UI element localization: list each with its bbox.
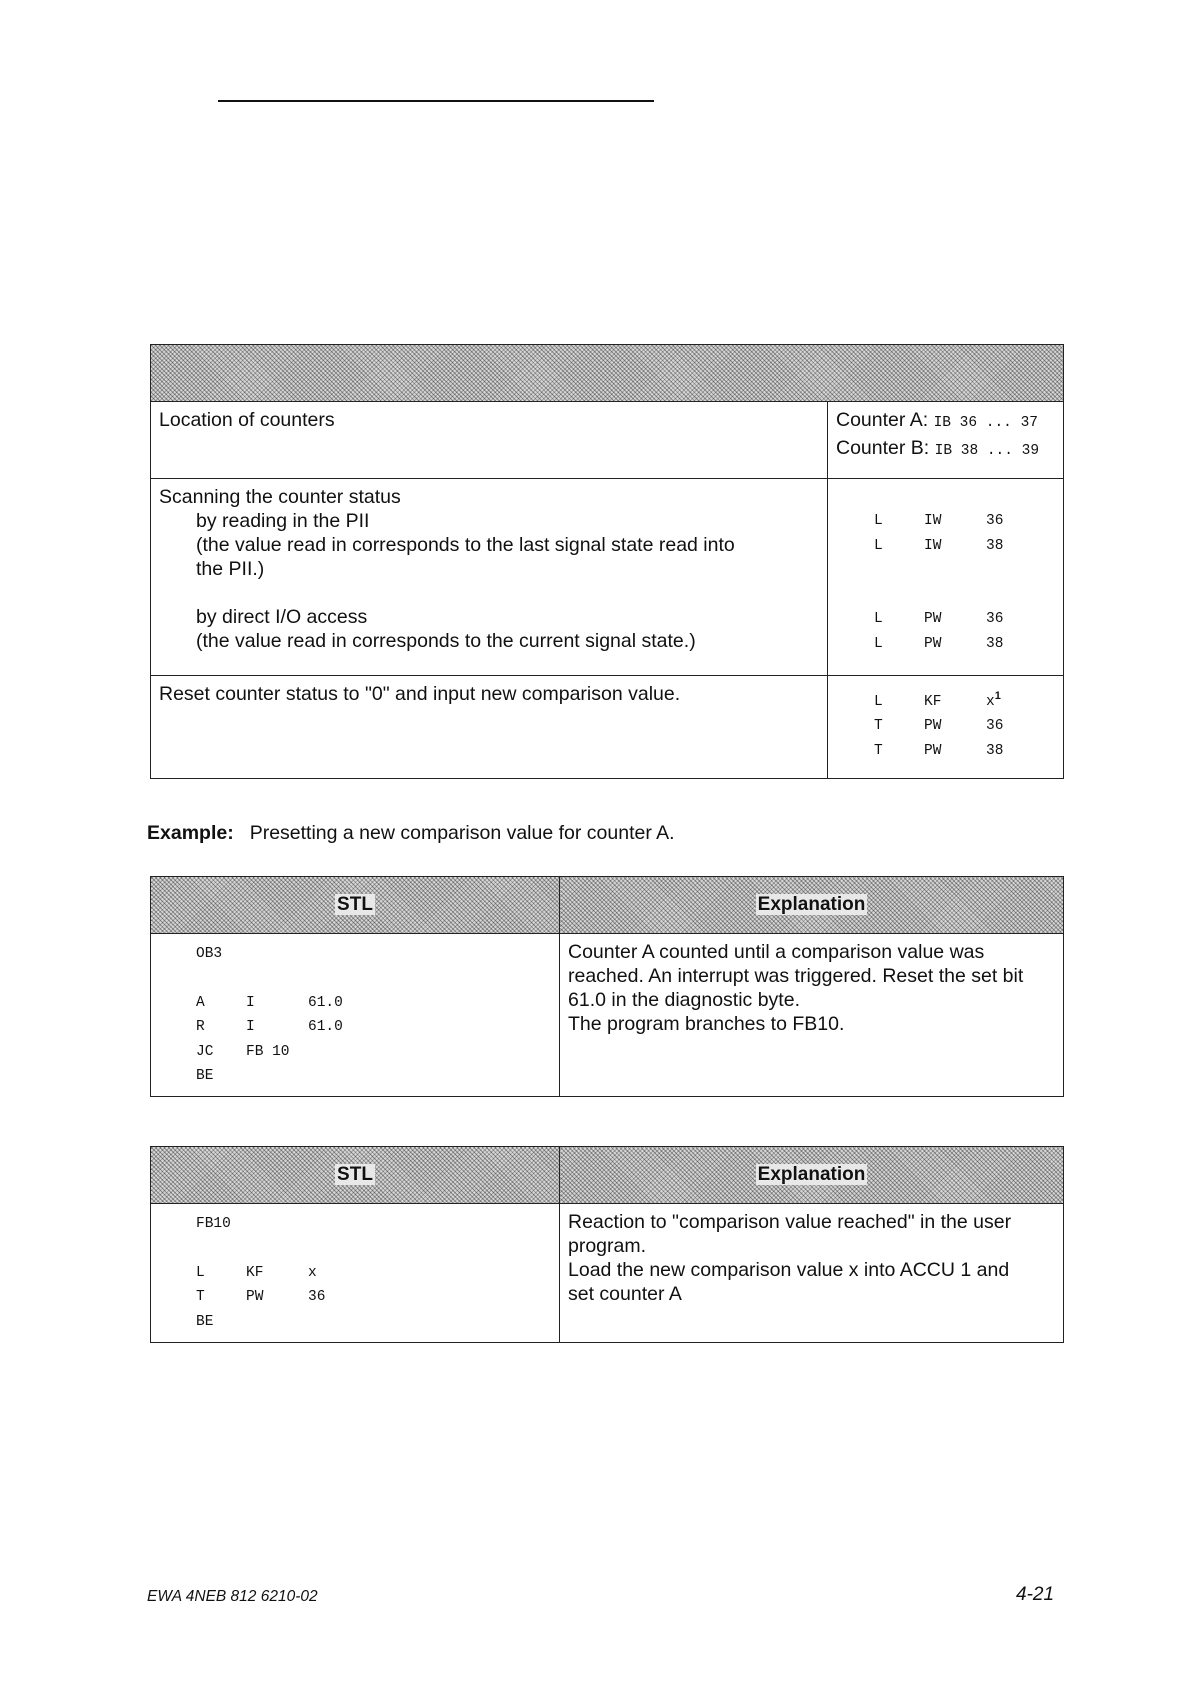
table-row [151, 676, 828, 779]
table-header-band [151, 345, 1064, 402]
example-caption [147, 822, 675, 845]
scanning-pii-note: (the value read in corresponds to the last signal state read into [196, 534, 735, 556]
column-header-explanation: Explanation [560, 877, 1064, 934]
table-row [151, 479, 828, 676]
reset-description: Reset counter status to "0" and input new comparison value. [159, 683, 681, 705]
explanation-line: Reaction to "comparison value reached" in the user [568, 1211, 1012, 1233]
code-line: R I 61.0 [196, 1019, 343, 1035]
explanation-line: set counter A [568, 1283, 682, 1305]
code-line: BE [196, 1313, 214, 1330]
explanation-line: 61.0 in the diagnostic byte. [568, 989, 800, 1011]
document-code: EWA 4NEB 812 6210-02 [147, 1588, 318, 1605]
table-row [828, 676, 1064, 779]
code-line: L KF x [196, 1264, 317, 1281]
table-row [151, 1204, 560, 1343]
code-line: JC FB 10 [196, 1043, 290, 1060]
code-line: L IW 38 [874, 537, 1004, 554]
table-row [560, 934, 1064, 1097]
row-label-location: Location of counters [159, 409, 335, 431]
scanning-title: Scanning the counter status [159, 486, 401, 508]
code-line: T PW 36 [196, 1289, 326, 1305]
column-header-stl: STL [151, 877, 560, 934]
column-header-explanation: Explanation [560, 1147, 1064, 1204]
footnote-marker: 1 [994, 690, 1001, 702]
example-text: Presetting a new comparison value for counter A. [249, 822, 675, 844]
explanation-line: reached. An interrupt was triggered. Reset the set bit [568, 965, 1024, 987]
table-row [828, 402, 1064, 479]
explanation-line: program. [568, 1235, 647, 1257]
code-line: L KF $x^1$ [874, 690, 1001, 710]
explanation-line: Counter A counted until a comparison value was [568, 941, 985, 963]
code-line: BE [196, 1068, 214, 1084]
scanning-pii-note-2: the PII.) [196, 558, 265, 580]
column-header-stl: STL [151, 1147, 560, 1204]
table-row [151, 402, 828, 479]
counter-reference-table [150, 344, 1064, 779]
stl-table-fb10 [150, 1146, 1064, 1343]
code-line: L PW 36 [874, 611, 1004, 627]
table-row [560, 1204, 1064, 1343]
counter-b-location: Counter B: IB 38 ... 39 [836, 436, 1040, 459]
header-rule [218, 100, 654, 102]
code-line: T PW 36 [874, 718, 1004, 735]
code-line: L IW 36 [874, 513, 1004, 529]
stl-table-ob3 [150, 876, 1064, 1097]
scanning-pii: by reading in the PII [196, 510, 370, 532]
block-name: OB3 [196, 946, 223, 962]
table-row [828, 479, 1064, 676]
table-row [151, 934, 560, 1097]
code-line: T PW 38 [874, 742, 1004, 759]
page-number: 4-21 [1016, 1584, 1055, 1605]
code-line: A I 61.0 [196, 994, 343, 1011]
block-name: FB10 [196, 1216, 231, 1232]
example-label: Example: [147, 822, 234, 844]
scanning-direct: by direct I/O access [196, 606, 368, 628]
code-line: L PW 38 [874, 635, 1004, 652]
scanning-direct-note: (the value read in corresponds to the current signal state.) [196, 630, 696, 652]
explanation-line: The program branches to FB10. [568, 1013, 845, 1035]
explanation-line: Load the new comparison value x into ACCU 1 and [568, 1259, 1010, 1281]
counter-a-location: Counter A: IB 36 ... 37 [836, 409, 1038, 431]
